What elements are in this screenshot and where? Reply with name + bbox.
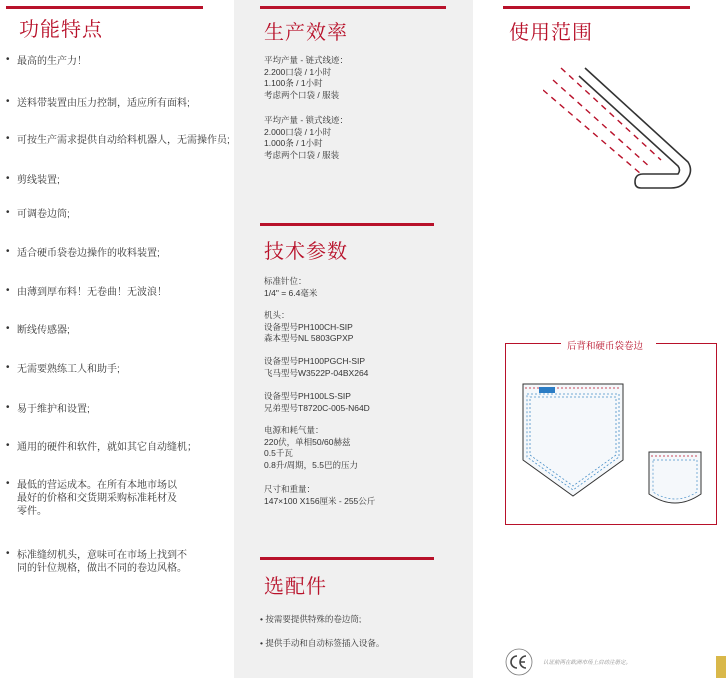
spec-line: 2.200口袋 / 1小时 bbox=[264, 66, 332, 77]
spec-line: 平均产量 - 链式线迹： bbox=[264, 55, 349, 65]
efficiency-rule bbox=[260, 6, 446, 9]
spec-line: 电源和耗气量： bbox=[264, 425, 324, 435]
feature-text: 无需要熟练工人和助手; bbox=[17, 364, 120, 375]
specs-title: 技术参数 bbox=[264, 241, 348, 263]
feature-item bbox=[6, 363, 232, 376]
feature-item bbox=[6, 97, 232, 110]
bullet-icon: • bbox=[6, 173, 10, 184]
spec-line: 考虑两个口袋 / 服装 bbox=[264, 89, 340, 100]
bullet-icon: • bbox=[6, 96, 10, 107]
spec-line: 平均产量 - 锁式线迹： bbox=[264, 115, 349, 125]
feature-item bbox=[6, 174, 232, 187]
spec-group bbox=[264, 425, 464, 471]
spec-group bbox=[264, 484, 464, 507]
spec-group bbox=[264, 276, 464, 299]
bullet-icon: • bbox=[6, 323, 10, 334]
feature-item bbox=[6, 441, 232, 454]
feature-item bbox=[6, 479, 232, 518]
feature-text: 通用的硬件和软件，就如其它自动缝机； bbox=[17, 442, 197, 453]
ce-mark-icon bbox=[505, 648, 533, 676]
feature-item bbox=[6, 208, 232, 221]
feature-item bbox=[6, 286, 232, 299]
spec-line: 2.000口袋 / 1小时 bbox=[264, 126, 332, 137]
specs-rule bbox=[260, 223, 434, 226]
feature-text: 最高的生产力！ bbox=[17, 56, 87, 67]
spec-line: 森本型号NL 5803GPXP bbox=[264, 333, 354, 343]
spec-group bbox=[264, 310, 464, 345]
bullet-icon: • bbox=[6, 133, 10, 144]
feature-text: 最低的营运成本。在所有本地市场以 最好的价格和交货期采购标准耗材及 零件。 bbox=[17, 480, 177, 517]
specs-column bbox=[234, 0, 473, 678]
feature-text: 可按生产需求提供自动给料机器人，无需操作员; bbox=[17, 135, 230, 146]
accessories-title: 选配件 bbox=[264, 576, 327, 598]
accessories-rule bbox=[260, 557, 434, 560]
spec-line: 1.000条 / 1小时 bbox=[264, 138, 323, 148]
usage-title: 使用范围 bbox=[509, 22, 593, 44]
spec-group bbox=[264, 391, 464, 414]
bullet-icon: • bbox=[6, 246, 10, 257]
feature-text: 标准缝纫机头，意味可在市场上找到不 同的针位规格，做出不同的卷边风格。 bbox=[17, 550, 187, 574]
features-rule bbox=[6, 6, 203, 9]
feature-text: 可调卷边筒; bbox=[17, 209, 70, 220]
corner-tab bbox=[716, 656, 726, 678]
pocket-label: 后背和硬币袋卷边 bbox=[567, 341, 644, 352]
features-title: 功能特点 bbox=[19, 19, 103, 41]
usage-column bbox=[473, 0, 726, 678]
feature-text: 断线传感器; bbox=[17, 325, 70, 336]
bullet-icon: • bbox=[6, 285, 10, 296]
spec-line: 0.5千瓦 bbox=[264, 448, 293, 458]
coin-pocket-illustration bbox=[647, 450, 703, 512]
efficiency-lock-stitch bbox=[264, 115, 464, 161]
spec-line: 0.8升/周期，5.5巴的压力 bbox=[264, 459, 358, 470]
spec-line: 设备型号PH100PGCH-SIP bbox=[264, 356, 366, 366]
spec-line: 机头： bbox=[264, 310, 290, 320]
bullet-icon: • bbox=[6, 54, 10, 65]
feature-item bbox=[6, 55, 232, 68]
spec-line: 设备型号PH100LS-SIP bbox=[264, 391, 351, 401]
spec-line: 飞马型号W3522P-04BX264 bbox=[264, 367, 369, 378]
feature-text: 适合硬币袋卷边操作的收料装置; bbox=[17, 248, 160, 259]
efficiency-chain-stitch bbox=[264, 55, 464, 101]
spec-line: 1.100条 / 1小时 bbox=[264, 78, 323, 88]
spec-line: 兄弟型号T8720C-005-N64D bbox=[264, 402, 370, 413]
back-pocket-illustration bbox=[521, 380, 625, 500]
feature-text: 易于维护和设置; bbox=[17, 404, 90, 415]
spec-group bbox=[264, 356, 464, 379]
spec-line: 220伏，单相50/60赫兹 bbox=[264, 436, 351, 447]
spec-line: 147×100 X156厘米 - 255公斤 bbox=[264, 495, 376, 506]
accessory-item: • 提供手动和自动标签插入设备。 bbox=[260, 638, 385, 648]
efficiency-title: 生产效率 bbox=[264, 22, 348, 44]
spec-line: 1/4" = 6.4毫米 bbox=[264, 287, 318, 298]
bullet-icon: • bbox=[6, 362, 10, 373]
spec-line: 考虑两个口袋 / 服装 bbox=[264, 149, 340, 160]
feature-item bbox=[6, 549, 232, 575]
spec-line: 设备型号PH100CH-SIP bbox=[264, 321, 353, 332]
feature-text: 送料带装置由压力控制，适应所有面料; bbox=[17, 98, 190, 109]
features-column bbox=[0, 0, 234, 678]
feature-item bbox=[6, 403, 232, 416]
feature-item bbox=[6, 134, 232, 147]
bullet-icon: • bbox=[6, 440, 10, 451]
bullet-icon: • bbox=[6, 548, 10, 559]
bullet-icon: • bbox=[6, 402, 10, 413]
spec-line: 尺寸和重量： bbox=[264, 484, 316, 494]
feature-text: 剪线装置; bbox=[17, 175, 60, 186]
hem-fold-diagram bbox=[543, 62, 695, 194]
spec-line: 标准针位： bbox=[264, 276, 307, 286]
accessory-item: • 按需要提供特殊的卷边筒; bbox=[260, 614, 362, 624]
feature-item bbox=[6, 247, 232, 260]
bullet-icon: • bbox=[6, 478, 10, 489]
feature-item bbox=[6, 324, 232, 337]
feature-text: 由薄到厚布料！无卷曲！无波浪！ bbox=[17, 287, 167, 298]
usage-rule bbox=[503, 6, 690, 9]
bullet-icon: • bbox=[6, 207, 10, 218]
ce-note: 认证前两在欧洲市场上启动注册定。 bbox=[543, 660, 632, 666]
